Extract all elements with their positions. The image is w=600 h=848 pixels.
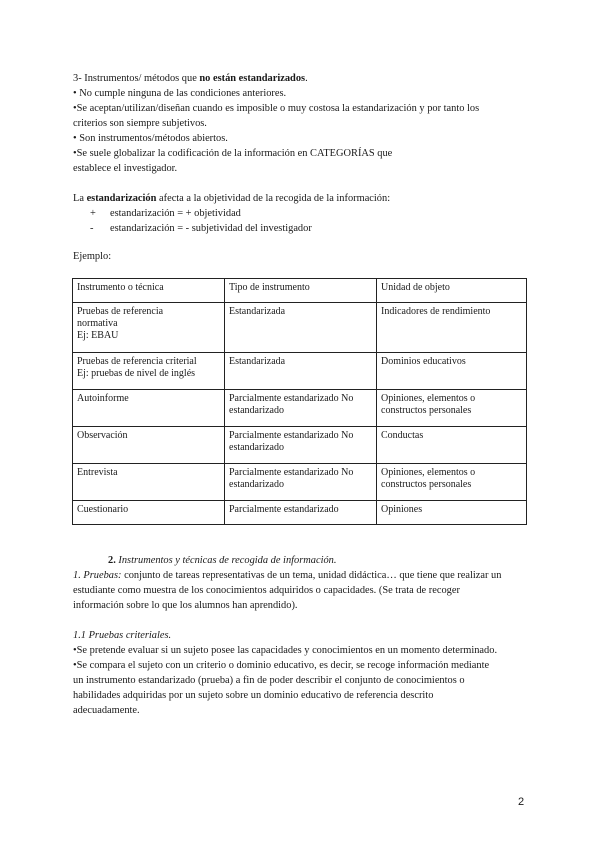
cell-line: Autoinforme xyxy=(77,393,129,404)
cell-line: Pruebas de referencia criterial xyxy=(77,356,197,367)
table-cell xyxy=(73,427,225,464)
list-item: estandarización = - subjetividad del investigador xyxy=(110,223,312,234)
table-row xyxy=(73,390,527,427)
section3-bullet: • No cumple ninguna de las condiciones anteriores. xyxy=(73,88,287,99)
table-cell xyxy=(377,427,527,464)
section3-title: 3- Instrumentos/ métodos que no están estandarizados. xyxy=(73,73,308,84)
table-row xyxy=(73,501,527,525)
cell-line: Ej: EBAU xyxy=(77,330,119,341)
cell-line: Conductas xyxy=(381,430,424,441)
table-cell xyxy=(225,427,377,464)
cell-line: Parcialmente estandarizado No xyxy=(229,467,354,478)
table-cell xyxy=(73,353,225,390)
example-label: Ejemplo: xyxy=(73,251,112,262)
table-cell xyxy=(377,390,527,427)
cell-line: Opiniones, elementos o xyxy=(381,467,476,478)
table-cell xyxy=(377,501,527,525)
cell-line: Opiniones xyxy=(381,504,423,515)
page-number: 2 xyxy=(518,796,525,808)
cell-line: Parcialmente estandarizado No xyxy=(229,393,354,404)
section3-bullet: criterios son siempre subjetivos. xyxy=(73,118,207,129)
cell-line: Entrevista xyxy=(77,467,118,478)
subsection-line: •Se compara el sujeto con un criterio o dominio educativo, es decir, se recoge información mediante xyxy=(73,660,490,671)
cell-line: Observación xyxy=(77,430,128,441)
cell-line: Estandarizada xyxy=(229,356,286,367)
cell-line: Parcialmente estandarizado No xyxy=(229,430,354,441)
section3-bullet: • Son instrumentos/métodos abiertos. xyxy=(73,133,228,144)
section2-heading: 2. Instrumentos y técnicas de recogida de información. xyxy=(108,555,337,566)
instrument-table xyxy=(72,278,527,525)
cell-line: Opiniones, elementos o xyxy=(381,393,476,404)
standardization-statement: La estandarización afecta a la objetividad de la recogida de la información: xyxy=(73,193,391,204)
pruebas-paragraph: estudiante como muestra de los conocimientos adquiridos o capacidades. (Se trata de recoger xyxy=(73,585,460,596)
cell-line: Estandarizada xyxy=(229,306,286,317)
table-cell xyxy=(73,303,225,353)
list-item: estandarización = + objetividad xyxy=(110,208,241,219)
cell-line: Ej: pruebas de nivel de inglés xyxy=(77,368,196,379)
cell-line: estandarizado xyxy=(229,405,284,416)
table-cell xyxy=(225,464,377,501)
table-cell xyxy=(377,353,527,390)
subsection-heading: 1.1 Pruebas criteriales. xyxy=(73,630,172,641)
cell-line: Indicadores de rendimiento xyxy=(381,306,491,317)
cell-line: estandarizado xyxy=(229,442,284,453)
subsection-line: adecuadamente. xyxy=(73,705,140,716)
table-cell xyxy=(225,303,377,353)
pruebas-paragraph: información sobre lo que los alumnos han aprendido). xyxy=(73,600,298,611)
cell-line: constructos personales xyxy=(381,405,472,416)
cell-line: normativa xyxy=(77,318,118,329)
table-cell xyxy=(73,390,225,427)
section3-bullet: establece el investigador. xyxy=(73,163,178,174)
table-row xyxy=(73,427,527,464)
list-marker: - xyxy=(90,223,94,234)
cell-line: Dominios educativos xyxy=(381,356,466,367)
table-cell xyxy=(225,390,377,427)
cell-line: Cuestionario xyxy=(77,504,129,515)
list-marker: + xyxy=(90,208,96,219)
subsection-line: un instrumento estandarizado (prueba) a fin de poder describir el conjunto de conocimientos o xyxy=(73,675,465,686)
table-cell xyxy=(73,464,225,501)
pruebas-paragraph: 1. Pruebas: conjunto de tareas representativas de un tema, unidad didáctica… que tiene que realizar un xyxy=(73,570,502,581)
table-cell xyxy=(225,501,377,525)
table-cell xyxy=(73,501,225,525)
table-row xyxy=(73,464,527,501)
table-header-cell: Unidad de objeto xyxy=(377,279,527,303)
table-header-cell: Instrumento o técnica xyxy=(73,279,225,303)
subsection-line: •Se pretende evaluar si un sujeto posee las capacidades y conocimientos en un momento determinado. xyxy=(73,645,498,656)
section3-bullet: •Se aceptan/utilizan/diseñan cuando es imposible o muy costosa la estandarización y por tanto los xyxy=(73,103,480,114)
cell-line: constructos personales xyxy=(381,479,472,490)
table-cell xyxy=(377,464,527,501)
cell-line: Parcialmente estandarizado xyxy=(229,504,339,515)
table-header-cell: Tipo de instrumento xyxy=(225,279,377,303)
subsection-line: habilidades adquiridas por un sujeto sobre un dominio educativo de referencia descrito xyxy=(73,690,434,701)
cell-line: estandarizado xyxy=(229,479,284,490)
section3-bullet: •Se suele globalizar la codificación de la información en CATEGORÍAS que xyxy=(73,148,393,159)
cell-line: Pruebas de referencia xyxy=(77,306,164,317)
table-cell xyxy=(225,353,377,390)
table-row xyxy=(73,353,527,390)
table-row xyxy=(73,303,527,353)
table-header-row xyxy=(73,279,527,303)
table-cell xyxy=(377,303,527,353)
